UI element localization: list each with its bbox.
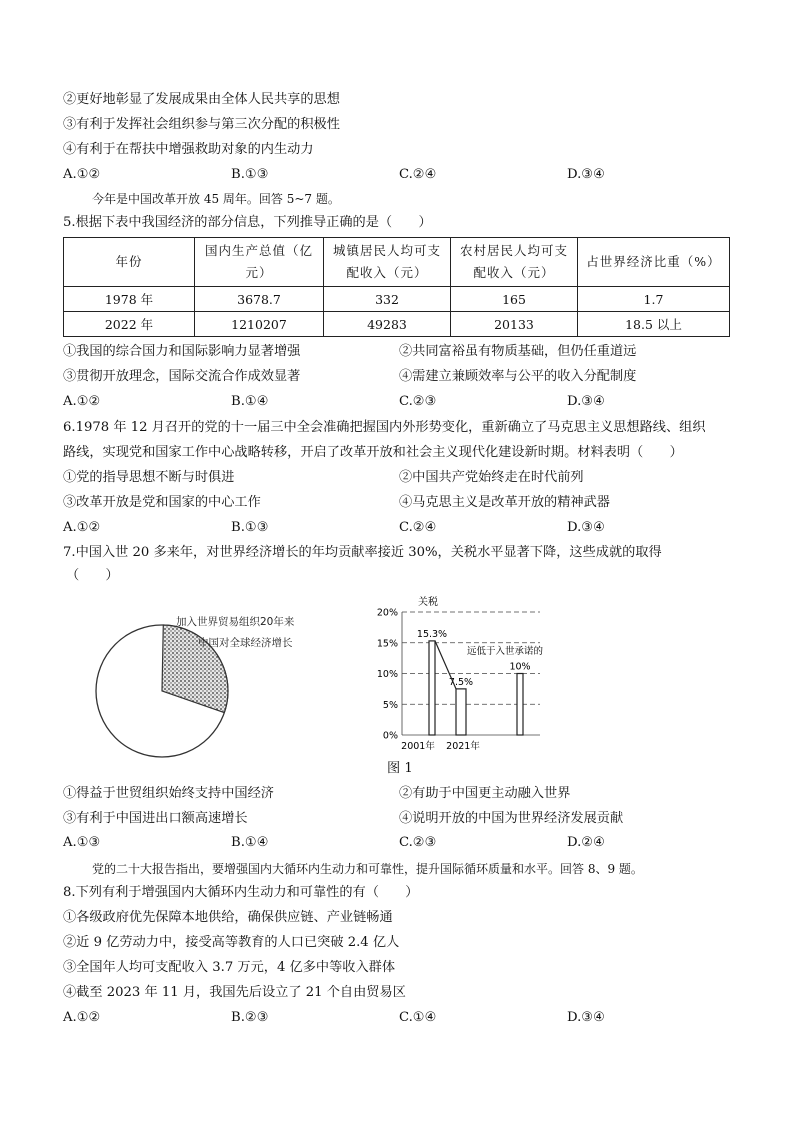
tariff-bar bbox=[456, 689, 466, 735]
option-a: A.①② bbox=[63, 167, 101, 182]
q8-statement-1: ①各级政府优先保障本地供给，确保供应链、产业链畅通 bbox=[63, 910, 393, 925]
q5-statement-2: ②共同富裕虽有物质基础，但仍任重道远 bbox=[399, 344, 637, 359]
q8-option-d: D.③④ bbox=[567, 1010, 605, 1025]
pie-title-line1: 加入世界贸易组织20年来 bbox=[176, 616, 295, 628]
y-tick-label: 5% bbox=[382, 699, 398, 711]
q8-option-a: A.①② bbox=[63, 1010, 101, 1025]
q6-option-a: A.①② bbox=[63, 520, 101, 535]
q6-statement-1: ①党的指导思想不断与时俱进 bbox=[63, 470, 235, 485]
table-header: 国内生产总值（亿元） bbox=[195, 238, 324, 287]
tariff-annotation: 远低于入世承诺的 bbox=[467, 646, 544, 657]
statement-4: ④有利于在帮扶中增强救助对象的内生动力 bbox=[63, 142, 314, 157]
economy-table bbox=[63, 237, 730, 337]
option-c: C.②④ bbox=[399, 167, 437, 182]
x-tick-label: 2001年 bbox=[401, 741, 435, 752]
table-cell: 332 bbox=[324, 287, 451, 312]
q7-stem-line1: 7.中国入世 20 多来年，对世界经济增长的年均贡献率接近 30%，关税水平显著下降，这些成就的取得 bbox=[63, 545, 662, 560]
table-cell: 2022 年 bbox=[64, 312, 195, 337]
q6-option-d: D.③④ bbox=[567, 520, 605, 535]
table-header: 城镇居民人均可支配收入（元） bbox=[324, 238, 451, 287]
q7-option-d: D.②④ bbox=[567, 835, 605, 850]
table-cell: 20133 bbox=[451, 312, 578, 337]
tariff-bar bbox=[517, 674, 523, 736]
q7-statement-2: ②有助于中国更主动融入世界 bbox=[399, 786, 571, 801]
table-cell: 1210207 bbox=[195, 312, 324, 337]
q5-statement-1: ①我国的综合国力和国际影响力显著增强 bbox=[63, 344, 301, 359]
q7-statement-1: ①得益于世贸组织始终支持中国经济 bbox=[63, 786, 274, 801]
table-header: 农村居民人均可支配收入（元） bbox=[451, 238, 578, 287]
pie-chart bbox=[80, 600, 320, 760]
q6-option-c: C.②④ bbox=[399, 520, 437, 535]
q7-statement-4: ④说明开放的中国为世界经济发展贡献 bbox=[399, 811, 624, 826]
tariff-chart bbox=[360, 592, 580, 757]
q8-statement-4: ④截至 2023 年 11 月，我国先后设立了 21 个自由贸易区 bbox=[63, 985, 406, 1000]
x-tick-label: 2021年 bbox=[446, 741, 480, 752]
option-b: B.①③ bbox=[231, 167, 269, 182]
table-cell: 3678.7 bbox=[195, 287, 324, 312]
table-cell: 165 bbox=[451, 287, 578, 312]
tariff-bar bbox=[429, 641, 435, 735]
q8-statement-2: ②近 9 亿劳动力中，接受高等教育的人口已突破 2.4 亿人 bbox=[63, 935, 400, 950]
bar-value-label: 10% bbox=[509, 661, 531, 673]
table-header: 年份 bbox=[64, 238, 195, 287]
statement-3: ③有利于发挥社会组织参与第三次分配的积极性 bbox=[63, 117, 340, 132]
intro-8-9: 党的二十大报告指出，要增强国内大循环内生动力和可靠性，提升国际循环质量和水平。回答 8、9 题。 bbox=[92, 862, 643, 876]
q5-option-c: C.②③ bbox=[399, 394, 437, 409]
q6-option-b: B.①③ bbox=[231, 520, 269, 535]
q5-option-a: A.①② bbox=[63, 394, 101, 409]
y-tick-label: 10% bbox=[376, 669, 398, 680]
q5-stem: 5.根据下表中我国经济的部分信息，下列推导正确的是（ ） bbox=[63, 215, 432, 230]
q5-option-b: B.①④ bbox=[231, 394, 269, 409]
bar-value-label: 7.5% bbox=[448, 676, 474, 688]
q8-option-b: B.②③ bbox=[231, 1010, 269, 1025]
intro-5-7: 今年是中国改革开放 45 周年。回答 5~7 题。 bbox=[92, 192, 340, 206]
q8-option-c: C.①④ bbox=[399, 1010, 437, 1025]
table-row bbox=[64, 312, 730, 337]
table-cell: 1.7 bbox=[578, 287, 730, 312]
pie-title-line2: 中国对全球经济增长 bbox=[198, 637, 293, 649]
option-d: D.③④ bbox=[567, 167, 605, 182]
q5-option-d: D.③④ bbox=[567, 394, 605, 409]
q7-option-b: B.①④ bbox=[231, 835, 269, 850]
table-header-row bbox=[64, 238, 730, 287]
q7-option-c: C.②③ bbox=[399, 835, 437, 850]
table-row bbox=[64, 287, 730, 312]
q5-statement-4: ④需建立兼顾效率与公平的收入分配制度 bbox=[399, 369, 637, 384]
q8-statement-3: ③全国年人均可支配收入 3.7 万元，4 亿多中等收入群体 bbox=[63, 960, 396, 975]
table-cell: 49283 bbox=[324, 312, 451, 337]
q7-option-a: A.①③ bbox=[63, 835, 101, 850]
table-header: 占世界经济比重（%） bbox=[578, 238, 730, 287]
y-tick-label: 15% bbox=[376, 638, 398, 650]
q5-statement-3: ③贯彻开放理念，国际交流合作成效显著 bbox=[63, 369, 301, 384]
q6-statement-4: ④马克思主义是改革开放的精神武器 bbox=[399, 495, 610, 510]
y-tick-label: 20% bbox=[376, 607, 398, 619]
statement-2: ②更好地彰显了发展成果由全体人民共享的思想 bbox=[63, 92, 340, 107]
q7-stem-line2: （ ） bbox=[66, 568, 119, 583]
y-tick-label: 0% bbox=[382, 730, 398, 742]
q8-stem: 8.下列有利于增强国内大循环内生动力和可靠性的有（ ） bbox=[63, 885, 419, 900]
q6-statement-3: ③改革开放是党和国家的中心工作 bbox=[63, 495, 261, 510]
q6-statement-2: ②中国共产党始终走在时代前列 bbox=[399, 470, 584, 485]
tariff-chart-title: 关税 bbox=[418, 597, 438, 608]
table-cell: 18.5 以上 bbox=[578, 312, 730, 337]
q6-stem-line2: 路线，实现党和国家工作中心战略转移，开启了改革开放和社会主义现代化建设新时期。材料表明（ ） bbox=[63, 445, 683, 460]
decline-line bbox=[435, 641, 456, 689]
figure-caption: 图 1 bbox=[387, 761, 413, 776]
bar-value-label: 15.3% bbox=[416, 628, 448, 640]
q7-statement-3: ③有利于中国进出口额高速增长 bbox=[63, 811, 248, 826]
q6-stem-line1: 6.1978 年 12 月召开的党的十一届三中全会准确把握国内外形势变化，重新确立了马克思主义思想路线、组织 bbox=[63, 420, 706, 435]
table-cell: 1978 年 bbox=[64, 287, 195, 312]
